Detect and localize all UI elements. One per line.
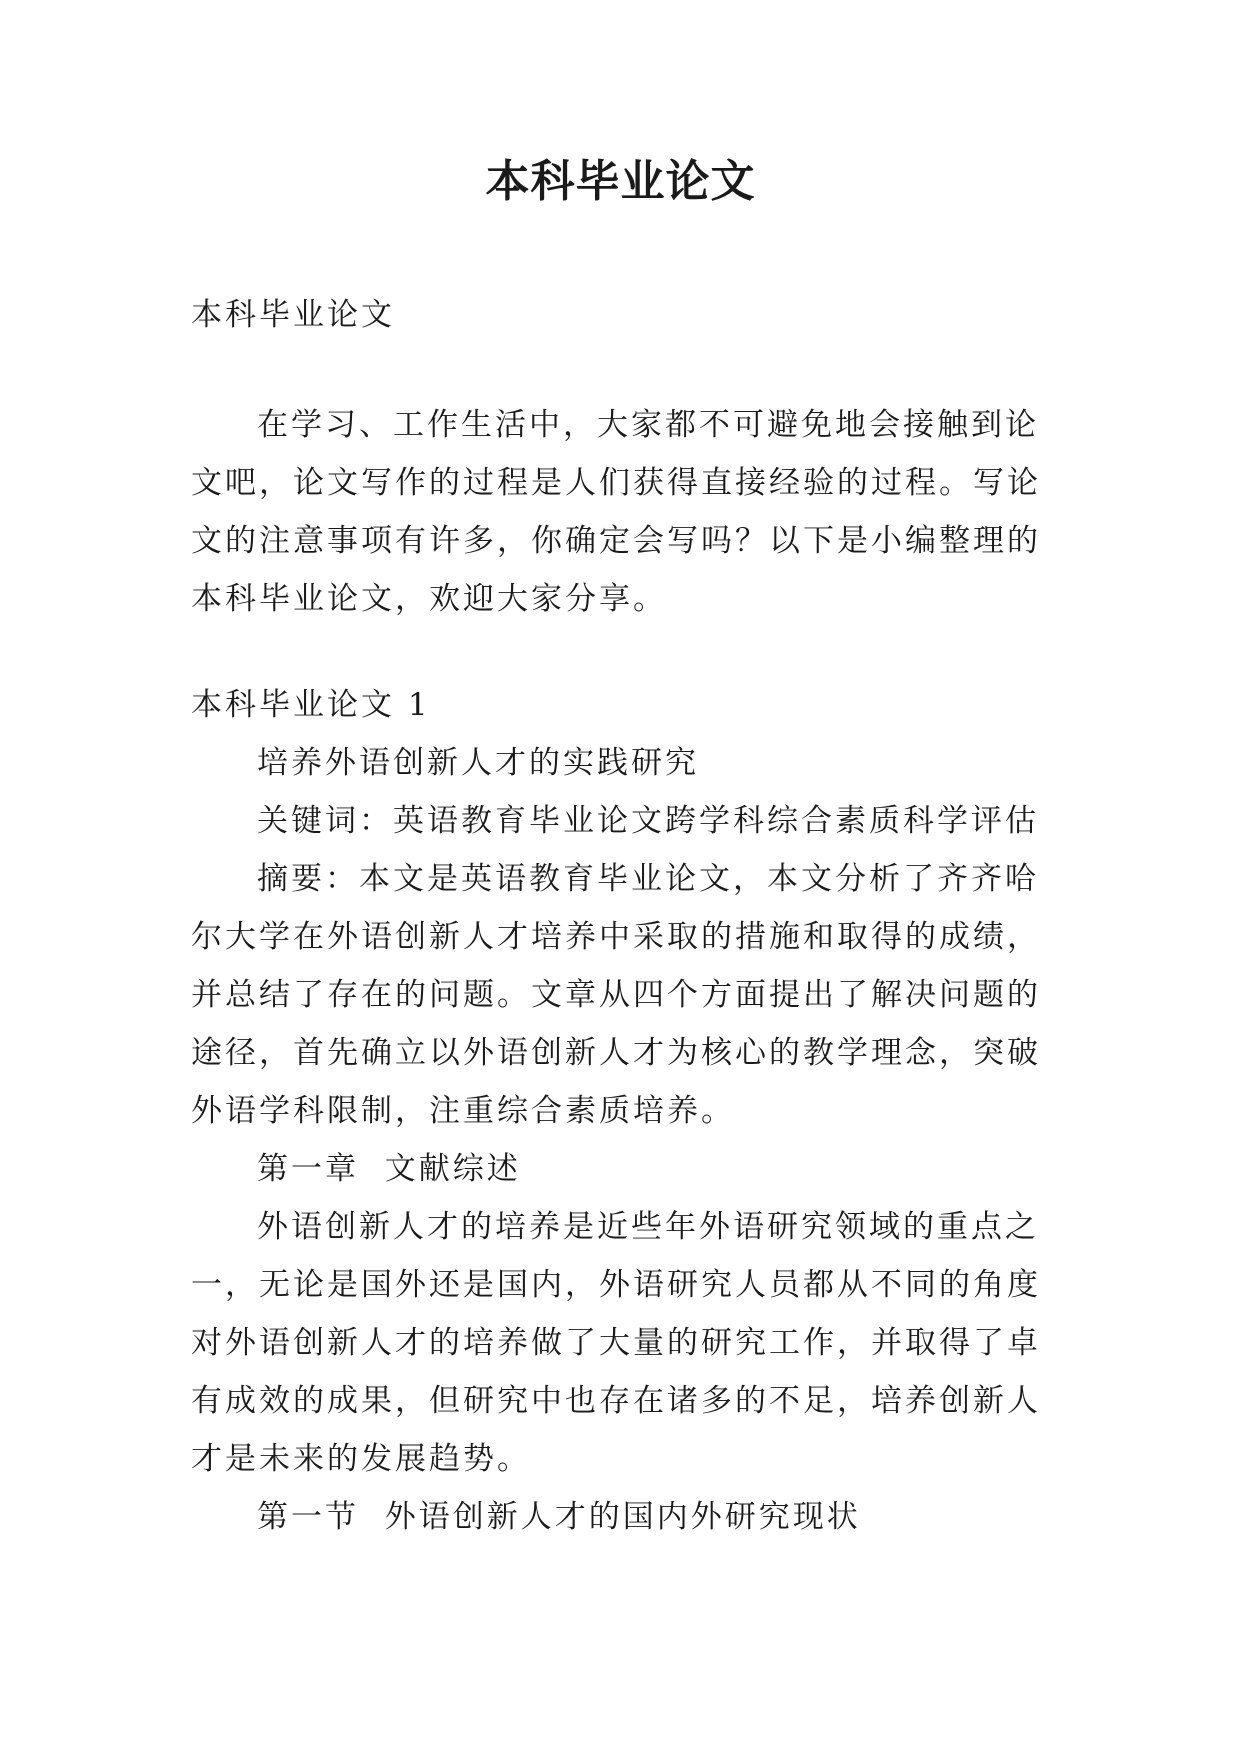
section-subheading: 第一节 外语创新人才的国内外研究现状 — [257, 1499, 861, 1535]
keywords-line: 关键词：英语教育毕业论文跨学科综合素质科学评估 — [257, 803, 1039, 839]
document-title: 本科毕业论文 — [485, 156, 756, 207]
intro-paragraph: 在学习、工作生活中，大家都不可避免地会接触到论文吧，论文写作的过程是人们获得直接经验的过程。写论文的注意事项有许多，你确定会写吗？以下是小编整理的本科毕业论文，欢迎大家分享。 — [191, 407, 1041, 617]
chapter-paragraph: 外语创新人才的培养是近些年外语研究领域的重点之一，无论是国外还是国内，外语研究人员都从不同的角度对外语创新人才的培养做了大量的研究工作，并取得了卓有成效的成果，但研究中也存在诸多的不足，培养创新人才是未来的发展趋势。 — [191, 1209, 1041, 1477]
paper-title: 培养外语创新人才的实践研究 — [257, 745, 699, 781]
section-heading: 本科毕业论文 1 — [191, 687, 431, 723]
abstract-paragraph: 摘要：本文是英语教育毕业论文，本文分析了齐齐哈尔大学在外语创新人才培养中采取的措施和取得的成绩，并总结了存在的问题。文章从四个方面提出了解决问题的途径，首先确立以外语创新人才为核心的教学理念，突破外语学科限制，注重综合素质培养。 — [191, 861, 1041, 1129]
chapter-heading: 第一章 文献综述 — [257, 1151, 521, 1187]
subtitle-line: 本科毕业论文 — [191, 297, 395, 333]
document-body — [191, 286, 1053, 1546]
